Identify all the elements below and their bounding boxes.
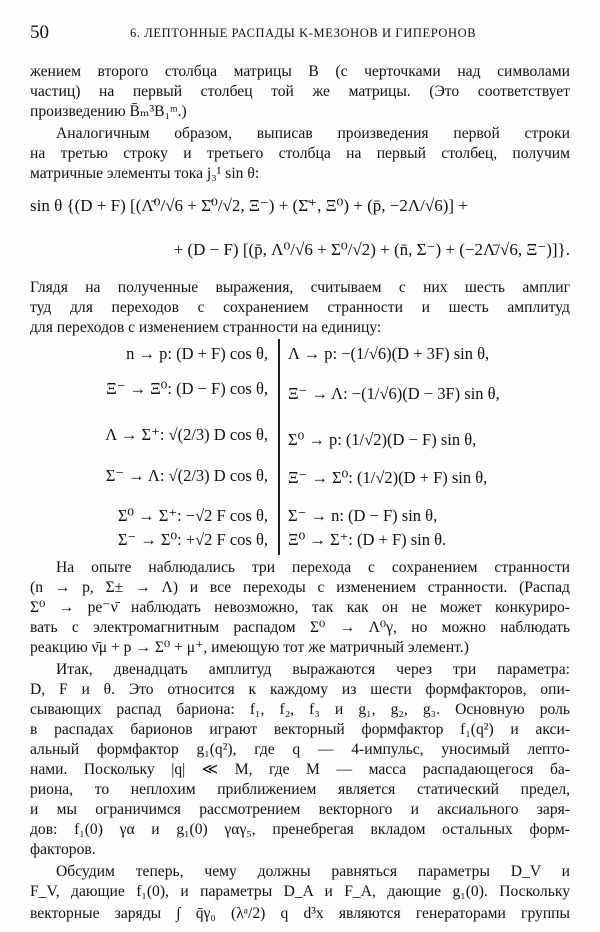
text-line: Итак, двенадцать амплитуд выражаются через три параметра:: [56, 661, 570, 678]
page-number: 50: [30, 22, 49, 43]
text-line: частиц) на первый столбец той же матрицы. (Это соответствует: [30, 83, 570, 100]
running-head: 6. ЛЕПТОННЫЕ РАСПАДЫ K-МЕЗОНОВ И ГИПЕРОНОВ: [130, 26, 477, 40]
text-line: D, F и θ. Это относится к каждому из шести формфакторов, опи-: [30, 681, 570, 698]
text-line: в распадах барионов играют векторный формфактор f₁(q²) и акси-: [30, 721, 570, 738]
amplitude-right: Ξ⁰ → Σ⁺: (D + F) sin θ.: [288, 530, 447, 549]
formula-line: + (D − F) [(p̄, Λ⁰/√6 + Σ⁰/√2) + (n̄, Σ⁻) + (−2Λ̄/√6, Ξ⁻)]}.: [173, 240, 570, 259]
amplitude-right: Ξ⁻ → Σ⁰: (1/√2)(D + F) sin θ,: [288, 468, 488, 487]
amplitude-right: Λ → p: −(1/√6)(D + 3F) sin θ,: [288, 344, 490, 363]
amplitude-right: Σ⁻ → n: (D − F) sin θ,: [288, 506, 438, 525]
text-line: и мы ограничимся рассмотрением векторного и аксиального заря-: [30, 801, 570, 818]
text-line: риона, то неплохим приближением является статический предел,: [30, 781, 570, 798]
text-line: векторные заряды ∫ q̄γ₀ (λᵃ/2) q d³x являются генераторами группы: [30, 905, 570, 922]
text-line: На опыте наблюдались три перехода с сохранением странности: [56, 559, 570, 576]
amplitude-right: Σ⁰ → p: (1/√2)(D − F) sin θ,: [288, 430, 477, 449]
formula-line: sin θ {(D + F) [(Λ̄⁰/√6 + Σ̄⁰/√2, Ξ⁻) + (Σ̄⁺, Ξ⁰) + (p̄, −2Λ/√6)] +: [30, 196, 468, 215]
text-line: реакцию ν̄μ + p → Σ⁰ + μ⁺, имеющую тот же матричный элемент.): [30, 639, 469, 656]
amplitude-left: n → p: (D + F) cos θ,: [126, 344, 268, 363]
text-line: жением второго столбца матрицы B (с черточками над символами: [30, 63, 570, 80]
amplitude-left: Σ⁰ → Σ⁺: −√2 F cos θ,: [117, 506, 268, 525]
text-line: сывающих распад бариона: f₁, f₂, f₃ и g₁, g₂, g₃. Основную роль: [30, 701, 570, 718]
amplitude-left: Λ → Σ⁺: √(2/3) D cos θ,: [105, 425, 268, 444]
text-line: (n → p, Σ± → Λ) и все переходы с изменением странности. (Распад: [30, 579, 570, 596]
text-line: дов: f₁(0) γα и g₁(0) γαγ₅, пренебрегая вкладом остальных форм-: [30, 821, 570, 838]
text-line: Обсудим теперь, чему должны равняться параметры D_V и: [56, 863, 570, 880]
text-line: Глядя на полученные выражения, считываем с них шесть амплиг: [30, 279, 570, 296]
amplitude-left: Σ⁻ → Σ⁰: +√2 F cos θ,: [117, 530, 268, 549]
amplitude-right: Ξ⁻ → Λ: −(1/√6)(D − 3F) sin θ,: [288, 384, 500, 403]
text-line: для переходов с изменением странности на единицу:: [30, 319, 382, 336]
text-line: нами. Поскольку |q| ≪ M, где M — масса распадающегося ба-: [30, 761, 570, 778]
text-line: альный формфактор g₁(q²), где q — 4-импульс, уносимый лепто-: [30, 741, 570, 758]
text-line: туд для переходов с сохранением странности и шесть амплитуд: [30, 299, 570, 316]
amplitude-left: Ξ⁻ → Ξ⁰: (D − F) cos θ,: [106, 379, 268, 398]
text-line: F_V, дающие f₁(0), и параметры D_A и F_A, дающие g₁(0). Поскольку: [30, 883, 570, 900]
text-line: факторов.: [30, 841, 96, 858]
amplitude-left: Σ⁻ → Λ: √(2/3) D cos θ,: [105, 466, 268, 485]
text-line: на третью строку и третьего столбца на первый столбец, получим: [30, 145, 570, 162]
column-divider: [278, 339, 280, 555]
page-header: [30, 22, 570, 44]
text-line: матричные элементы тока j₃¹ sin θ:: [30, 165, 260, 182]
text-line: вать с электромагнитным распадом Σ⁰ → Λ⁰γ, но можно наблюдать: [30, 619, 570, 636]
text-line: произведению B̄ₘ³B₁ᵐ.): [30, 103, 187, 120]
text-line: Σ⁰ → pe⁻ν̄ наблюдать невозможно, так как он не может конкуриро-: [30, 599, 570, 616]
text-line: Аналогичным образом, выписав произведения первой строки: [56, 125, 570, 142]
